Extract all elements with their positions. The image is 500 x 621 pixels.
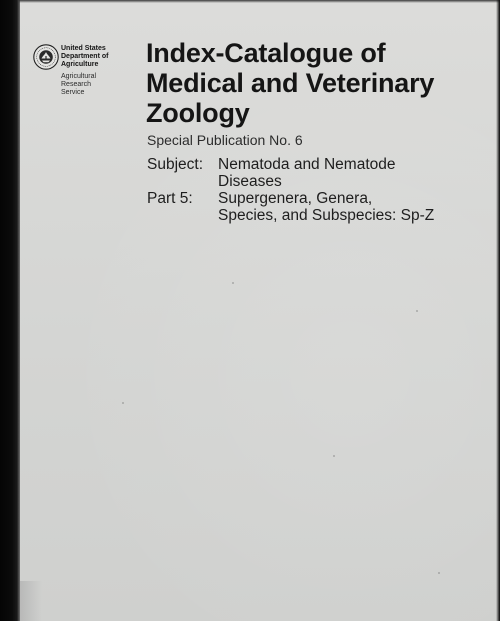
subject-row-continued <box>147 173 492 190</box>
subject-value: Nematoda and Nematode <box>218 156 396 173</box>
agency-block <box>33 44 143 104</box>
department-line: Agriculture <box>61 61 99 68</box>
publication-number: Special Publication No. 6 <box>147 132 303 148</box>
scan-left-border <box>0 0 20 621</box>
subject-value: Diseases <box>218 173 282 190</box>
document-details <box>147 156 492 224</box>
part-row-continued <box>147 207 492 224</box>
scan-right-border <box>496 0 500 621</box>
scan-speck <box>438 572 440 574</box>
scan-top-border <box>18 0 500 3</box>
part-value: Species, and Subspecies: Sp-Z <box>218 207 435 224</box>
usda-seal-icon <box>33 44 59 70</box>
title-line: Zoology <box>146 98 250 128</box>
subject-row <box>147 156 492 173</box>
subject-label: Subject: <box>147 156 204 173</box>
scan-speck <box>333 455 335 457</box>
department-line: United States <box>61 45 106 52</box>
part-label: Part 5: <box>147 190 193 207</box>
department-name <box>61 45 108 69</box>
service-line: Service <box>61 89 85 96</box>
scan-speck <box>232 282 234 284</box>
scan-speck <box>416 310 418 312</box>
part-row <box>147 190 492 207</box>
service-line: Agricultural <box>61 73 97 80</box>
document-title <box>146 38 491 128</box>
part-value: Supergenera, Genera, <box>218 190 373 207</box>
title-line: Medical and Veterinary <box>146 68 435 98</box>
service-name <box>61 73 96 97</box>
scan-speck <box>122 402 124 404</box>
scan-bottom-corner <box>20 581 42 621</box>
title-line: Index-Catalogue of <box>146 38 386 68</box>
department-line: Department of <box>61 53 109 60</box>
service-line: Research <box>61 81 91 88</box>
